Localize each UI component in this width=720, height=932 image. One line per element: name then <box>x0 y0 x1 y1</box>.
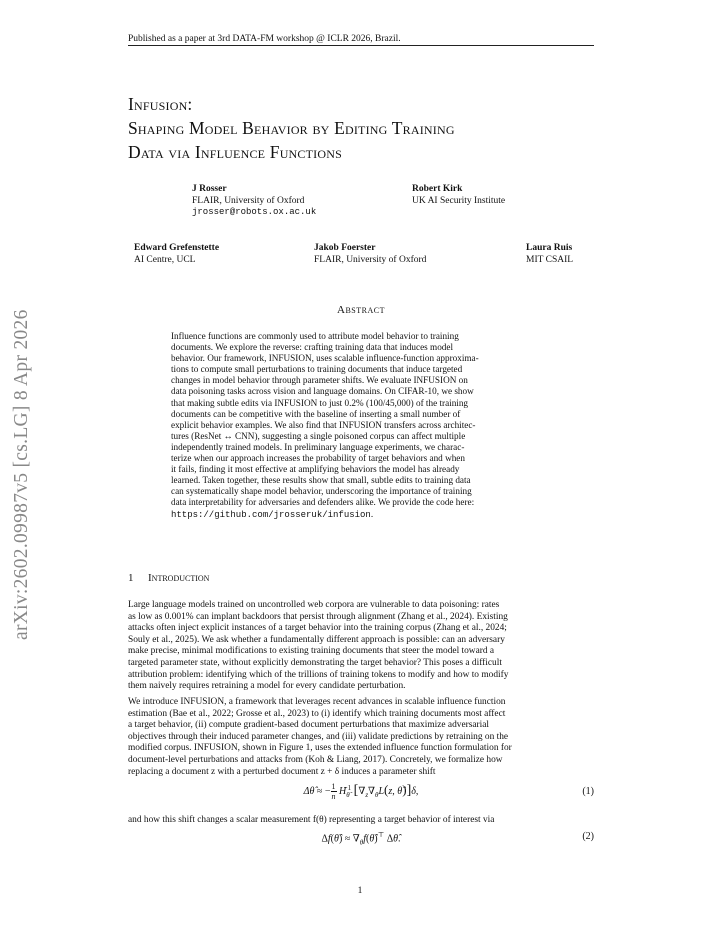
paragraph-line: modified corpus. INFUSION, shown in Figure 1, uses the extended influence function formulation for <box>128 743 512 754</box>
author-affiliation: AI Centre, UCL <box>134 254 196 265</box>
intro-paragraph-2 <box>128 697 594 778</box>
paragraph-line: Large language models trained on uncontrolled web corpora are vulnerable to data poisoning: rates <box>128 600 500 610</box>
running-header: Published as a paper at 3rd DATA-FM workshop @ ICLR 2026, Brazil. <box>128 34 401 44</box>
author-block-4 <box>314 243 426 266</box>
title-line-1: Infusion: <box>128 94 193 114</box>
equation-2-body: Δf(θ̂) ≈ $\nabla_\theta f(\thetâ)^⊤$ Δθ̂. <box>321 831 401 847</box>
abstract-heading: Abstract <box>337 304 385 316</box>
author-block-3 <box>134 243 219 266</box>
equation-2 <box>128 831 594 849</box>
abstract-line: learned. Taken together, these results show that small, subtle edits to training data <box>171 475 471 486</box>
intro-paragraph-1 <box>128 600 594 693</box>
section-number: 1 <box>128 572 134 584</box>
paragraph-line: as low as 0.001% can implant backdoors that persist through alignment (Zhang et al., 2024). Existing <box>128 611 508 622</box>
abstract-line: documents. We explore the reverse: crafting training data that induces model <box>171 342 454 353</box>
paragraph-line: objectives through their induced parameter changes, and (iii) validate predictions by retraining on the <box>128 731 509 742</box>
abstract-code-line <box>171 509 552 521</box>
abstract-body <box>171 331 552 521</box>
equation-number: (2) <box>582 831 594 842</box>
title-line-3: Data via Influence Functions <box>128 142 342 162</box>
abstract-line: it fails, finding it most effective at amplifying behaviors the model has already <box>171 464 460 475</box>
paragraph-line: document-level perturbations and attacks from (Koh & Liang, 2017). Concretely, we formalize how <box>128 754 503 765</box>
paragraph-line: Souly et al., 2025). We ask whether a fundamentally different approach is possible: can an adversary <box>128 634 505 645</box>
abstract-line: behavior. Our framework, INFUSION, uses scalable influence-function approxima- <box>171 353 479 364</box>
page-number: 1 <box>357 886 363 896</box>
author-name: Laura Ruis <box>526 243 573 253</box>
paragraph-line: attacks often inject explicit instances of a target behavior into the training corpus (Zhang et al., 2024; <box>128 623 507 634</box>
paragraph-line: We introduce INFUSION, a framework that leverages recent advances in scalable influence function <box>128 697 506 707</box>
code-link[interactable]: https://github.com/jrosseruk/infusion <box>171 509 371 520</box>
equation-1 <box>128 780 594 804</box>
author-name: Jakob Foerster <box>314 243 376 253</box>
abstract-line: documents can be competitive with the baseline of inserting a small number of <box>171 408 461 419</box>
author-affiliation: FLAIR, University of Oxford <box>192 195 305 206</box>
author-email[interactable]: jrosser@robots.ox.ac.uk <box>192 207 317 217</box>
abstract-line: changes in model behavior through parameter shifts. We evaluate INFUSION on <box>171 375 468 386</box>
author-affiliation: FLAIR, University of Oxford <box>314 254 427 265</box>
paragraph-line: attribution problem: identifying which of the trillions of training tokens to modify and how to modify <box>128 669 509 680</box>
abstract-line: data interpretability for adversaries and defenders alike. We provide the code here: <box>171 497 475 508</box>
abstract-line: terize when our approach increases the probability of target behaviors and when <box>171 453 465 464</box>
equation-1-body: Δθ̂ ≈ − $\frac{1}{n}$ $H_{\thetâ}^{-1}$ [$\nabla_z\nabla_\theta L(z$, θ̂)]δ, <box>303 782 419 802</box>
section-heading <box>128 572 209 584</box>
title-line-2: Shaping Model Behavior by Editing Training <box>128 118 455 138</box>
author-name: Edward Grefenstette <box>134 243 220 253</box>
fraction: $\frac{1}{n}$ <box>331 782 336 802</box>
equation-number: (1) <box>582 786 594 797</box>
between-equations-text: and how this shift changes a scalar measurement f(θ) representing a target behavior of interest via <box>128 815 495 825</box>
abstract-line: tions to compute small perturbations to training documents that induce targeted <box>171 364 463 375</box>
code-link-suffix: . <box>370 508 374 519</box>
paragraph-line: targeted parameter state, without explicitly demonstrating the target behavior? This poses a difficult <box>128 657 502 668</box>
paragraph-line: a target behavior, (ii) compute gradient-based document perturbations that maximize adversarial <box>128 720 490 731</box>
abstract-line: data poisoning tasks across vision and language domains. On CIFAR-10, we show <box>171 386 474 397</box>
arxiv-stamp: arXiv:2602.09987v5 [cs.LG] 8 Apr 2026 <box>11 309 32 640</box>
paragraph-line: them naively requires retraining a model for every candidate perturbation. <box>128 681 406 692</box>
paper-title <box>128 92 608 164</box>
author-name: Robert Kirk <box>412 184 463 194</box>
author-affiliation: MIT CSAIL <box>526 254 574 265</box>
paragraph-line: make precise, minimal modifications to existing training documents that steer the model toward a <box>128 646 495 657</box>
abstract-line: tures (ResNet ↔ CNN), suggesting a single poisoned corpus can affect multiple <box>171 430 466 441</box>
abstract-line: can systematically shape model behavior, underscoring the importance of training <box>171 486 472 497</box>
author-block-5 <box>526 243 573 266</box>
abstract-line: that making subtle edits via INFUSION to just 0.2% (100/45,000) of the training <box>171 397 469 408</box>
abstract-line: independently trained models. In preliminary language experiments, we charac- <box>171 441 465 452</box>
header-rule <box>128 45 594 46</box>
author-block-2 <box>412 184 505 207</box>
author-affiliation: UK AI Security Institute <box>412 195 506 206</box>
author-block-1 <box>192 184 316 219</box>
abstract-line: Influence functions are commonly used to attribute model behavior to training <box>171 331 459 341</box>
author-name: J Rosser <box>192 184 227 194</box>
paragraph-line: replacing a document z with a perturbed document z + δ induces a parameter shift <box>128 766 436 777</box>
paragraph-line: estimation (Bae et al., 2022; Grosse et al., 2023) to (i) identify which training documents most affect <box>128 708 506 719</box>
abstract-line: explicit behavior examples. We also find that INFUSION transfers across architec- <box>171 419 476 430</box>
section-title: Introduction <box>148 572 210 584</box>
